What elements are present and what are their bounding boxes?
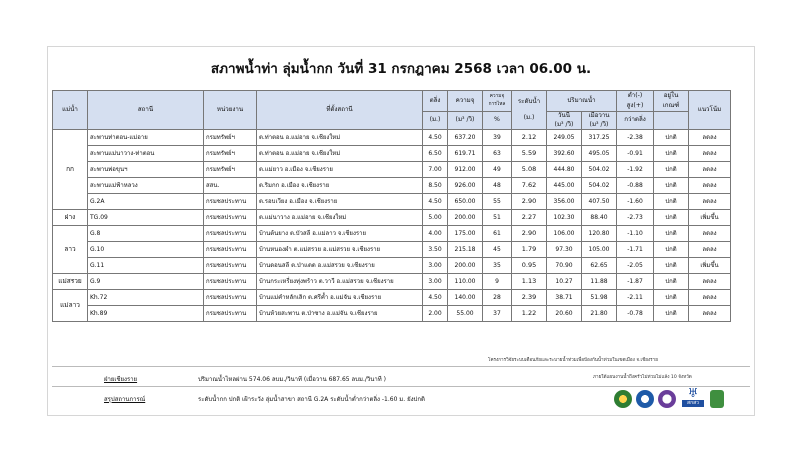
cell-agency: กรมชลประทาน xyxy=(204,194,257,210)
cell-pct: 48 xyxy=(483,178,512,194)
cell-diff: -1.87 xyxy=(617,274,654,290)
cell-today: 102.30 xyxy=(547,210,582,226)
cell-capacity: 200.00 xyxy=(448,258,483,274)
cell-trend: เพิ่มขึ้น xyxy=(689,258,731,274)
cell-trend: ลดลง xyxy=(689,178,731,194)
cell-trend: ลดลง xyxy=(689,194,731,210)
cell-station: G.9 xyxy=(88,274,204,290)
cell-level: 1.22 xyxy=(512,306,547,322)
table-row xyxy=(53,178,731,194)
cell-pct: 61 xyxy=(483,226,512,242)
cell-pct: 49 xyxy=(483,162,512,178)
col-yesterday-unit: (ม³ /วิ) xyxy=(589,121,609,128)
col-criteria xyxy=(654,91,689,112)
col-agency: หน่วยงาน xyxy=(204,91,257,130)
cell-agency: กรมชลประทาน xyxy=(204,226,257,242)
cell-today: 356.00 xyxy=(547,194,582,210)
cell-capacity: 200.00 xyxy=(448,210,483,226)
cell-level: 2.27 xyxy=(512,210,547,226)
col-today-unit: (ม³ /วิ) xyxy=(554,121,574,128)
cell-criteria: ปกติ xyxy=(654,178,689,194)
cell-bank: 3.00 xyxy=(423,274,448,290)
dept-label: ฝ่ายเชียงราย xyxy=(104,376,138,383)
cell-yesterday: 495.05 xyxy=(582,146,617,162)
cell-criteria: ปกติ xyxy=(654,146,689,162)
cell-today: 392.60 xyxy=(547,146,582,162)
table-row xyxy=(53,162,731,178)
col-river: แม่น้ำ xyxy=(53,91,88,130)
col-criteria-bottom: เกณฑ์ xyxy=(662,101,680,109)
cell-today: 106.00 xyxy=(547,226,582,242)
cell-pct: 28 xyxy=(483,290,512,306)
col-today-label: วันนี้ xyxy=(558,111,570,119)
cell-level: 1.79 xyxy=(512,242,547,258)
cell-pct: 63 xyxy=(483,146,512,162)
dept-text: ปริมาณน้ำไหลผ่าน 574.06 ลบม./วินาที (เมื่อวาน 687.65 ลบม./วินาที ) xyxy=(198,376,386,383)
cell-criteria: ปกติ xyxy=(654,290,689,306)
col-trend: แนวโน้ม xyxy=(689,91,731,130)
cell-level: 5.08 xyxy=(512,162,547,178)
summary-text: ระดับน้ำกก ปกติ เฝ้าระวัง ลุ่มน้ำสาขา สถานี G.2A ระดับน้ำต่ำกว่าตลิ่ง -1.60 ม. ยังปกติ xyxy=(198,396,425,403)
col-criteria-blank xyxy=(654,112,689,130)
col-bank: ตลิ่ง xyxy=(423,91,448,112)
cell-yesterday: 105.00 xyxy=(582,242,617,258)
cell-agency: กรมชลประทาน xyxy=(204,306,257,322)
cell-station: สะพานท่าตอน-แม่อาย xyxy=(88,130,204,146)
report-panel xyxy=(47,46,755,416)
cell-agency: กรมชลประทาน xyxy=(204,290,257,306)
cell-yesterday: 120.80 xyxy=(582,226,617,242)
cell-trend: ลดลง xyxy=(689,290,731,306)
col-level-unit: (ม.) xyxy=(523,114,535,121)
cell-agency: กรมชลประทาน xyxy=(204,242,257,258)
cell-pct: 45 xyxy=(483,242,512,258)
cell-agency: กรมทรัพย์ฯ xyxy=(204,162,257,178)
project-note: โครงการวิจัยระบบเตือนภัยและระบายน้ำท่วมเพื่อป้องกันน้ำท่วมในเขตเมือง จ.เชียงราย xyxy=(488,358,658,363)
cell-level: 7.62 xyxy=(512,178,547,194)
cell-capacity: 110.00 xyxy=(448,274,483,290)
cell-station: สะพานแม่ฟ้าหลวง xyxy=(88,178,204,194)
cell-level: 2.90 xyxy=(512,226,547,242)
cell-station: Kh.89 xyxy=(88,306,204,322)
col-level-label: ระดับน้ำ xyxy=(517,97,541,105)
cell-pct: 55 xyxy=(483,194,512,210)
cell-today: 10.27 xyxy=(547,274,582,290)
cell-bank: 7.00 xyxy=(423,162,448,178)
table-row xyxy=(53,210,731,226)
cell-yesterday: 407.50 xyxy=(582,194,617,210)
cell-diff: -0.88 xyxy=(617,178,654,194)
cell-yesterday: 504.02 xyxy=(582,178,617,194)
cell-yesterday: 317.25 xyxy=(582,130,617,146)
cell-level: 2.39 xyxy=(512,290,547,306)
cell-pct: 37 xyxy=(483,306,512,322)
cell-agency: กรมทรัพย์ฯ xyxy=(204,146,257,162)
cell-location: ต.แม่ยาว อ.เมือง จ.เชียงราย xyxy=(257,162,423,178)
cell-agency: สสน. xyxy=(204,178,257,194)
cell-level: 2.90 xyxy=(512,194,547,210)
small-note: ภายใต้แผนงานน้ำถึงครัวไม่ท่วมไม่แล้ง 10 จังหวัด xyxy=(593,375,692,380)
cell-bank: 5.00 xyxy=(423,210,448,226)
col-yesterday xyxy=(582,112,617,130)
cell-diff: -0.91 xyxy=(617,146,654,162)
cell-diff: -2.38 xyxy=(617,130,654,146)
cell-criteria: ปกติ xyxy=(654,210,689,226)
cell-yesterday: 62.65 xyxy=(582,258,617,274)
cell-location: ต.ท่าตอน อ.แม่อาย จ.เชียงใหม่ xyxy=(257,130,423,146)
col-pct xyxy=(483,91,512,112)
cell-level: 1.13 xyxy=(512,274,547,290)
cell-yesterday: 88.40 xyxy=(582,210,617,226)
col-pct-top: ความจุ xyxy=(489,93,505,99)
cell-diff: -1.92 xyxy=(617,162,654,178)
col-pct-mid: การไหล xyxy=(488,101,506,107)
cell-location: ต.ริมกก อ.เมือง จ.เชียงราย xyxy=(257,178,423,194)
cell-pct: 35 xyxy=(483,258,512,274)
cell-today: 249.05 xyxy=(547,130,582,146)
cell-yesterday: 21.80 xyxy=(582,306,617,322)
river-cell: แม่สรวย xyxy=(53,274,88,290)
cell-criteria: ปกติ xyxy=(654,306,689,322)
cell-criteria: ปกติ xyxy=(654,226,689,242)
col-level xyxy=(512,91,547,130)
cell-station: สะพานพ่อขุนฯ xyxy=(88,162,204,178)
cell-location: บ้านแม่คำหลักเลิก ต.ศรีค้ำ อ.แม่จัน จ.เชียงราย xyxy=(257,290,423,306)
col-station: สถานี xyxy=(88,91,204,130)
header-row xyxy=(53,91,731,112)
col-criteria-top: อยู่ใน xyxy=(663,92,679,100)
summary-label: สรุปสถานการณ์ xyxy=(104,396,146,403)
page-title: สภาพน้ำท่า ลุ่มน้ำกก วันที่ 31 กรกฎาคม 2568 เวลา 06.00 น. xyxy=(210,61,592,77)
col-location: ที่ตั้งสถานี xyxy=(257,91,423,130)
cell-trend: ลดลง xyxy=(689,130,731,146)
table-row xyxy=(53,130,731,146)
cell-bank: 3.00 xyxy=(423,258,448,274)
cell-diff: -1.60 xyxy=(617,194,654,210)
col-yesterday-label: เมื่อวาน xyxy=(588,111,610,119)
cell-today: 20.60 xyxy=(547,306,582,322)
cell-agency: กรมชลประทาน xyxy=(204,274,257,290)
cell-criteria: ปกติ xyxy=(654,274,689,290)
cell-bank: 3.50 xyxy=(423,242,448,258)
cell-station: G.2A xyxy=(88,194,204,210)
cell-station: สะพานแม่นาวาง-ท่าตอน xyxy=(88,146,204,162)
cell-trend: ลดลง xyxy=(689,162,731,178)
cell-agency: กรมชลประทาน xyxy=(204,258,257,274)
cell-bank: 8.50 xyxy=(423,178,448,194)
cell-location: ต.ท่าตอน อ.แม่อาย จ.เชียงใหม่ xyxy=(257,146,423,162)
cell-today: 38.71 xyxy=(547,290,582,306)
cell-capacity: 55.00 xyxy=(448,306,483,322)
table-row xyxy=(53,306,731,322)
cell-pct: 9 xyxy=(483,274,512,290)
table-row xyxy=(53,146,731,162)
cell-diff: -2.05 xyxy=(617,258,654,274)
col-diff-bottom: กว่าตลิ่ง xyxy=(617,112,654,130)
river-cell: แม่ลาว xyxy=(53,290,88,322)
cell-capacity: 912.00 xyxy=(448,162,483,178)
agency-logo-5 xyxy=(710,390,724,408)
agency-logo-3 xyxy=(658,390,676,408)
cell-capacity: 175.00 xyxy=(448,226,483,242)
cell-criteria: ปกติ xyxy=(654,242,689,258)
cell-yesterday: 504.02 xyxy=(582,162,617,178)
cell-capacity: 650.00 xyxy=(448,194,483,210)
water-status-table xyxy=(52,90,731,322)
cell-today: 97.30 xyxy=(547,242,582,258)
cell-trend: ลดลง xyxy=(689,274,731,290)
cell-location: ต.แม่นาวาง อ.แม่อาย จ.เชียงใหม่ xyxy=(257,210,423,226)
col-diff-mid: สูง(+) xyxy=(626,101,644,109)
cell-today: 444.80 xyxy=(547,162,582,178)
col-pct-unit: % xyxy=(483,112,512,130)
cell-station: G.8 xyxy=(88,226,204,242)
cell-location: บ้านกระเหรี่ยงทุ่งพร้าว ต.วาวี อ.แม่สรวย จ.เชียงราย xyxy=(257,274,423,290)
cell-capacity: 619.71 xyxy=(448,146,483,162)
logo4-mark: ♅ xyxy=(687,386,699,400)
cell-bank: 6.50 xyxy=(423,146,448,162)
table-row xyxy=(53,242,731,258)
cell-level: 2.12 xyxy=(512,130,547,146)
cell-yesterday: 11.88 xyxy=(582,274,617,290)
cell-location: บ้านห้วยสะพาน ต.ป่าซาง อ.แม่จัน จ.เชียงราย xyxy=(257,306,423,322)
cell-location: บ้านต้นยาง ต.บัวสลี อ.แม่ลาว จ.เชียงราย xyxy=(257,226,423,242)
cell-location: บ้านหนองผำ ต.แม่สรวย อ.แม่สรวย จ.เชียงราย xyxy=(257,242,423,258)
table-row xyxy=(53,290,731,306)
cell-agency: กรมชลประทาน xyxy=(204,210,257,226)
cell-criteria: ปกติ xyxy=(654,194,689,210)
cell-today: 445.00 xyxy=(547,178,582,194)
cell-trend: ลดลง xyxy=(689,226,731,242)
cell-criteria: ปกติ xyxy=(654,258,689,274)
col-diff-top: ต่ำ(-) xyxy=(627,92,643,100)
cell-diff: -1.10 xyxy=(617,226,654,242)
river-cell: ฝาง xyxy=(53,210,88,226)
cell-station: Kh.72 xyxy=(88,290,204,306)
agency-logo-4 xyxy=(682,387,704,409)
cell-diff: -2.11 xyxy=(617,290,654,306)
cell-capacity: 926.00 xyxy=(448,178,483,194)
table-row xyxy=(53,274,731,290)
col-bank-unit: (ม.) xyxy=(423,112,448,130)
logo4-text: สกสว xyxy=(682,400,704,407)
cell-trend: ลดลง xyxy=(689,242,731,258)
cell-station: G.11 xyxy=(88,258,204,274)
river-cell: ลาว xyxy=(53,226,88,274)
table-row xyxy=(53,194,731,210)
cell-trend: ลดลง xyxy=(689,146,731,162)
cell-trend: เพิ่มขึ้น xyxy=(689,210,731,226)
table-row xyxy=(53,226,731,242)
cell-trend: ลดลง xyxy=(689,306,731,322)
cell-capacity: 215.18 xyxy=(448,242,483,258)
agency-logo-1 xyxy=(614,390,632,408)
col-diff xyxy=(617,91,654,112)
cell-diff: -0.78 xyxy=(617,306,654,322)
agency-logo-2 xyxy=(636,390,654,408)
cell-yesterday: 51.98 xyxy=(582,290,617,306)
cell-station: TG.09 xyxy=(88,210,204,226)
cell-station: G.10 xyxy=(88,242,204,258)
cell-capacity: 637.20 xyxy=(448,130,483,146)
cell-pct: 51 xyxy=(483,210,512,226)
cell-criteria: ปกติ xyxy=(654,162,689,178)
cell-bank: 4.50 xyxy=(423,194,448,210)
cell-location: ต.รอบเวียง อ.เมือง จ.เชียงราย xyxy=(257,194,423,210)
cell-pct: 39 xyxy=(483,130,512,146)
cell-capacity: 140.00 xyxy=(448,290,483,306)
col-capacity: ความจุ xyxy=(448,91,483,112)
col-today xyxy=(547,112,582,130)
table-row xyxy=(53,258,731,274)
cell-level: 5.59 xyxy=(512,146,547,162)
col-capacity-unit: (ม³ /วิ) xyxy=(448,112,483,130)
cell-level: 0.95 xyxy=(512,258,547,274)
cell-diff: -2.73 xyxy=(617,210,654,226)
cell-criteria: ปกติ xyxy=(654,130,689,146)
divider xyxy=(52,386,750,387)
cell-bank: 4.50 xyxy=(423,130,448,146)
river-cell: กก xyxy=(53,130,88,210)
cell-bank: 4.50 xyxy=(423,290,448,306)
cell-agency: กรมทรัพย์ฯ xyxy=(204,130,257,146)
cell-location: บ้านดอนสลี ต.ป่าแดด อ.แม่สรวย จ.เชียงราย xyxy=(257,258,423,274)
divider xyxy=(52,366,750,367)
col-flow: ปริมาณน้ำ xyxy=(547,91,617,112)
cell-bank: 4.00 xyxy=(423,226,448,242)
cell-diff: -1.71 xyxy=(617,242,654,258)
cell-today: 70.90 xyxy=(547,258,582,274)
table-body xyxy=(53,130,731,322)
cell-bank: 2.00 xyxy=(423,306,448,322)
